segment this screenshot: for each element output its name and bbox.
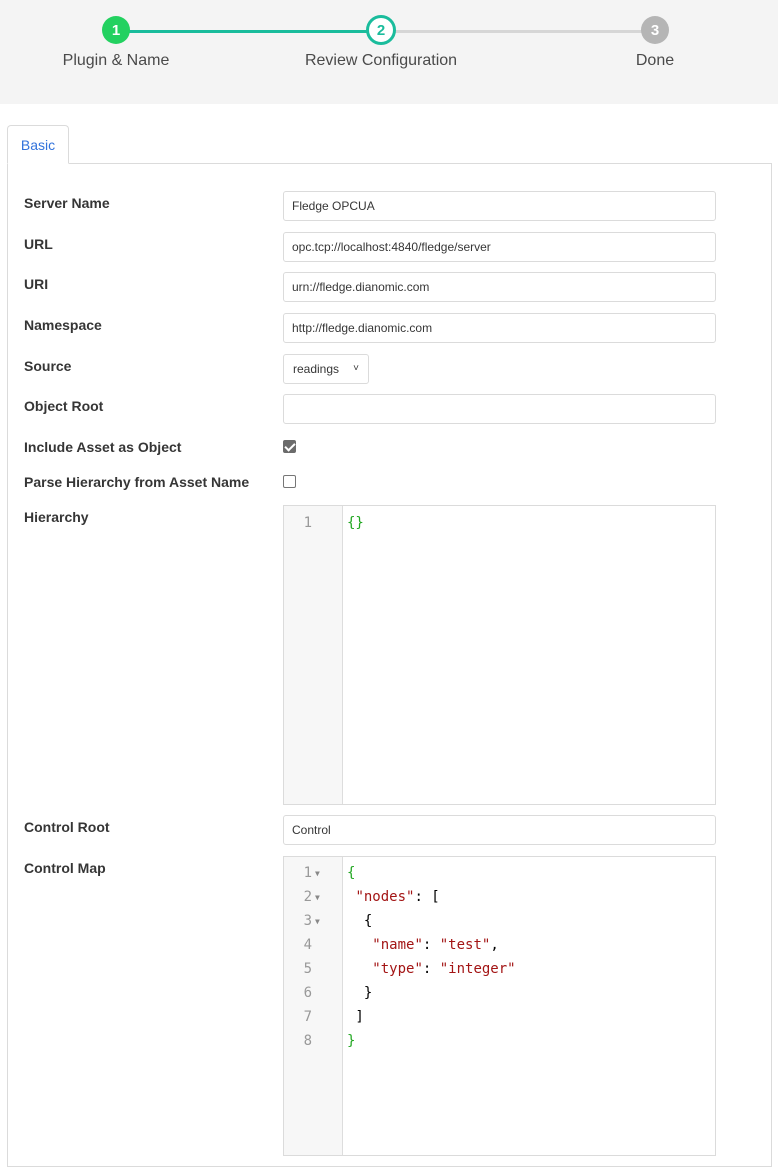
code-token xyxy=(347,937,372,953)
code-line xyxy=(347,961,516,977)
source-select-value: readings xyxy=(293,362,340,376)
hierarchy-gutter xyxy=(284,506,343,804)
include-asset-checkbox[interactable] xyxy=(283,440,296,453)
step-3-indicator: 3 xyxy=(641,16,669,44)
object-root-input[interactable] xyxy=(283,394,716,424)
fold-toggle-icon[interactable]: ▼ xyxy=(315,893,320,902)
fold-toggle-icon[interactable]: ▼ xyxy=(315,869,320,878)
control-root-input[interactable] xyxy=(283,815,716,845)
code-token xyxy=(347,961,372,977)
source-label: Source xyxy=(24,358,72,374)
code-line xyxy=(347,1009,364,1025)
line-number: 5 xyxy=(303,961,312,977)
code-token: "test" xyxy=(439,937,491,953)
code-line xyxy=(347,515,364,531)
code-token: { xyxy=(347,865,356,881)
server-name-input[interactable] xyxy=(283,191,716,221)
hierarchy-editor[interactable] xyxy=(283,505,716,805)
namespace-label: Namespace xyxy=(24,317,102,333)
code-line xyxy=(347,865,355,881)
line-number: 3 xyxy=(303,913,312,929)
code-token: , xyxy=(490,937,499,953)
hierarchy-label: Hierarchy xyxy=(24,509,89,525)
code-token: {} xyxy=(347,515,364,531)
code-line xyxy=(347,889,440,905)
line-number: 7 xyxy=(303,1009,312,1025)
code-token: "type" xyxy=(372,961,423,977)
code-token: } xyxy=(347,985,373,1001)
step-2-label: Review Configuration xyxy=(304,52,458,69)
code-line xyxy=(347,1033,355,1049)
code-line xyxy=(347,937,499,953)
uri-label: URI xyxy=(24,276,49,292)
parse-hierarchy-label: Parse Hierarchy from Asset Name xyxy=(24,474,250,490)
code-line xyxy=(347,913,372,929)
code-token: { xyxy=(347,913,373,929)
object-root-label: Object Root xyxy=(24,398,104,414)
code-token: : xyxy=(422,937,440,953)
code-token: } xyxy=(347,1033,356,1049)
step-connector-completed xyxy=(116,30,381,33)
source-select[interactable] xyxy=(283,354,369,384)
step-2-indicator: 2 xyxy=(366,15,396,45)
code-token: ] xyxy=(347,1009,364,1025)
parse-hierarchy-checkbox[interactable] xyxy=(283,475,296,488)
code-token: : [ xyxy=(414,889,440,905)
server-name-label: Server Name xyxy=(24,195,110,211)
line-number: 8 xyxy=(303,1033,312,1049)
control-map-editor[interactable] xyxy=(283,856,716,1156)
step-1-label: Plugin & Name xyxy=(62,52,170,69)
include-asset-label: Include Asset as Object xyxy=(24,439,182,455)
line-number: 4 xyxy=(303,937,312,953)
fold-toggle-icon[interactable]: ▼ xyxy=(315,917,320,926)
step-connector-pending xyxy=(381,30,655,33)
line-number: 6 xyxy=(303,985,312,1001)
wizard-steps xyxy=(0,0,778,104)
chevron-down-icon: ˅ xyxy=(353,363,359,374)
uri-input[interactable] xyxy=(283,272,716,302)
code-token: "name" xyxy=(372,937,423,953)
code-token: "integer" xyxy=(439,961,516,977)
namespace-input[interactable] xyxy=(283,313,716,343)
url-label: URL xyxy=(24,236,53,252)
step-3-label: Done xyxy=(635,52,675,69)
step-1-indicator: 1 xyxy=(102,16,130,44)
tab-basic[interactable]: Basic xyxy=(7,125,69,164)
control-root-label: Control Root xyxy=(24,819,110,835)
url-input[interactable] xyxy=(283,232,716,262)
code-line xyxy=(347,985,372,1001)
line-number: 1 xyxy=(303,515,312,531)
line-number: 1 xyxy=(303,865,312,881)
line-number: 2 xyxy=(303,889,312,905)
code-token: "nodes" xyxy=(355,889,415,905)
control-map-label: Control Map xyxy=(24,860,106,876)
code-token: : xyxy=(422,961,440,977)
